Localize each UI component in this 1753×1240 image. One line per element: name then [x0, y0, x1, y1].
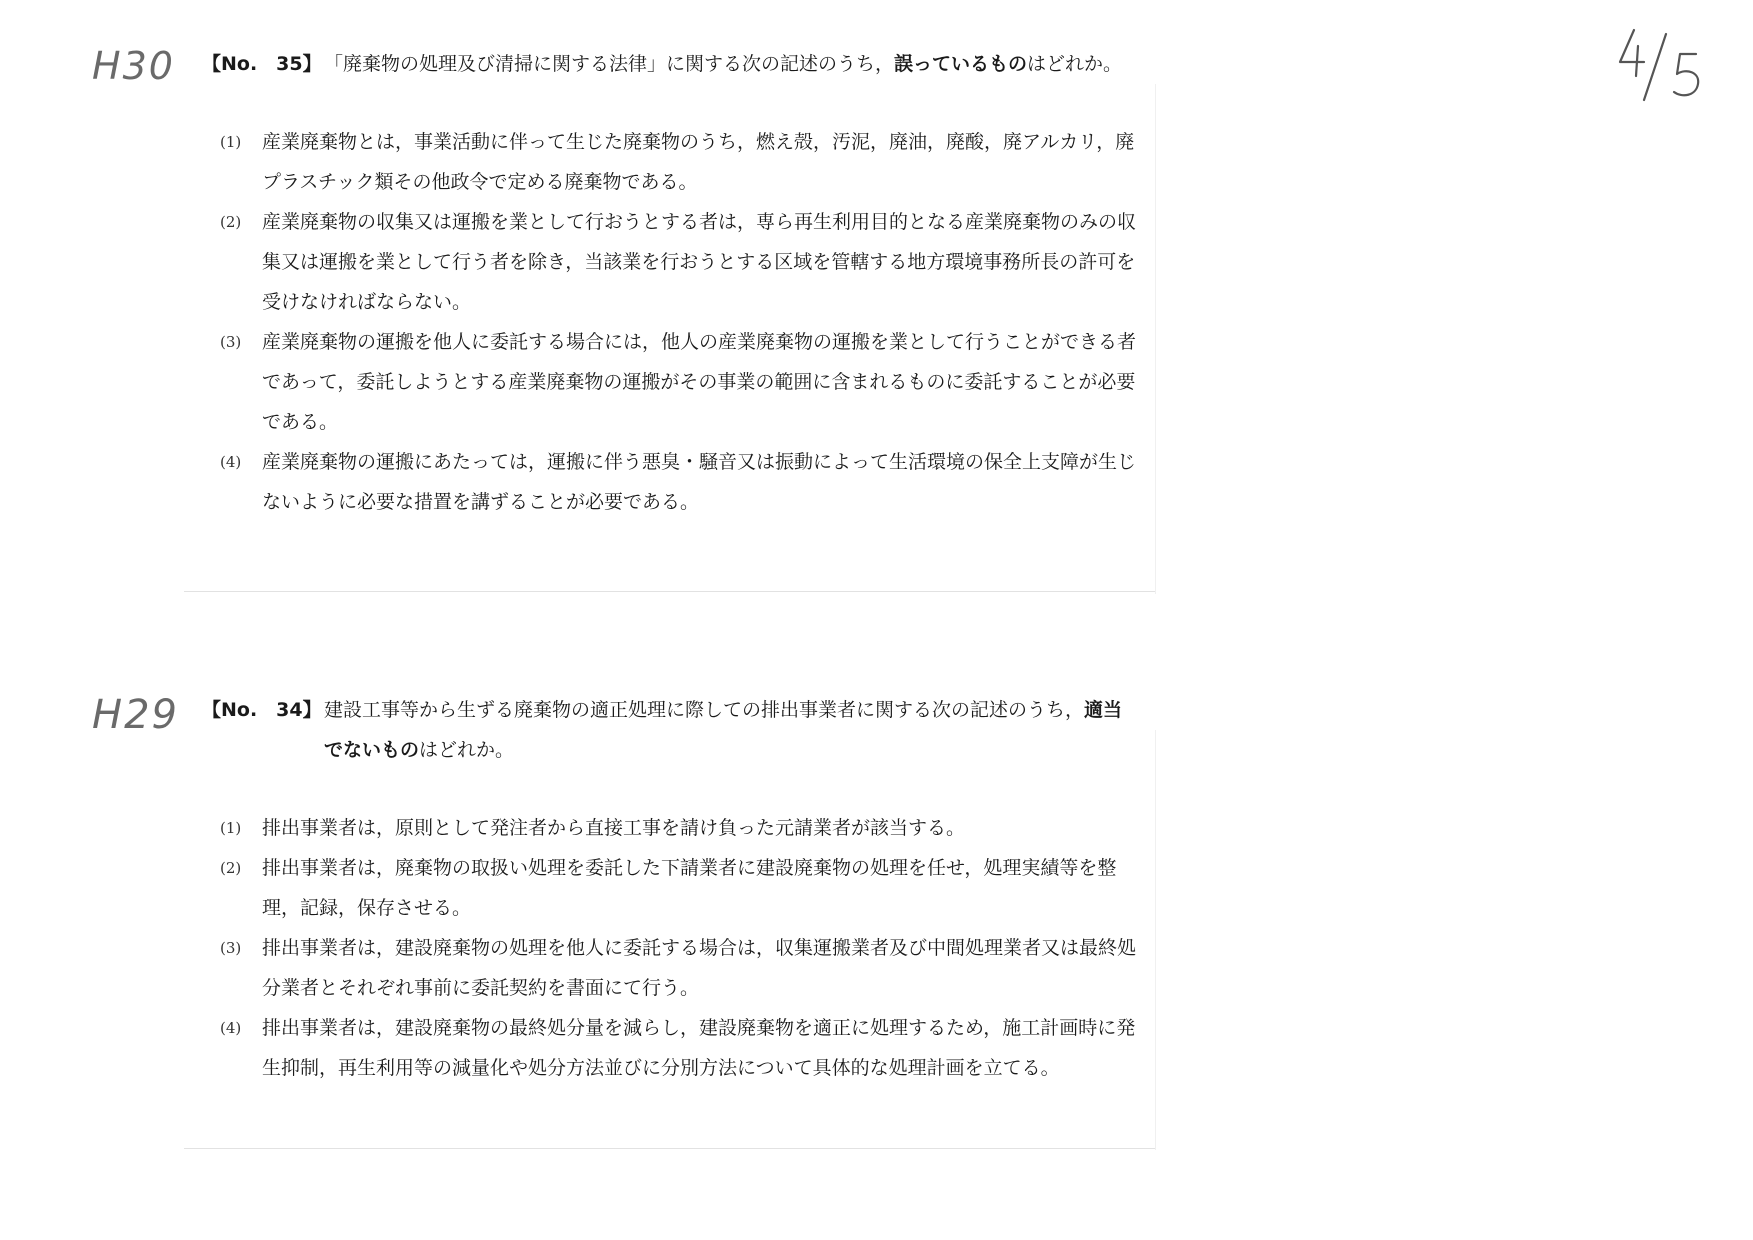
option-text: 産業廃棄物の運搬を他人に委託する場合には，他人の産業廃棄物の運搬を業として行うことができる者であって，委託しようとする産業廃棄物の運搬がその事業の範囲に含まれるものに委託することが必要である。 — [262, 331, 1137, 433]
clipping-bottom-edge — [184, 591, 1156, 592]
answer-option — [186, 928, 1156, 1008]
question-text-tail: はどれか。 — [419, 739, 515, 761]
question-header — [186, 44, 1156, 84]
option-number: (4) — [220, 1019, 242, 1037]
question-number: 【No. 34】 — [202, 699, 322, 721]
question-number: 【No. 35】 — [202, 53, 322, 75]
option-text: 排出事業者は，原則として発注者から直接工事を請け負った元請業者が該当する。 — [262, 817, 966, 839]
answer-option — [186, 122, 1156, 202]
question-text-lead: 建設工事等から生ずる廃棄物の適正処理に際しての排出事業者に関する次の記述のうち， — [324, 699, 1085, 721]
answer-option — [186, 202, 1156, 322]
answer-option — [186, 848, 1156, 928]
answer-option — [186, 1008, 1156, 1088]
answer-option — [186, 322, 1156, 442]
question-block-35 — [186, 44, 1156, 594]
answer-option — [186, 808, 1156, 848]
clipping-right-edge — [1155, 84, 1156, 594]
option-number: (1) — [220, 819, 242, 837]
question-emphasis: 適当でないもの — [324, 699, 1123, 761]
answer-options — [186, 122, 1156, 522]
clipping-right-edge — [1155, 730, 1156, 1150]
answer-option — [186, 442, 1156, 522]
option-text: 排出事業者は，建設廃棄物の最終処分量を減らし，建設廃棄物を適正に処理するため，施工計画時に発生抑制，再生利用等の減量化や処分方法並びに分別方法について具体的な処理計画を立てる。 — [262, 1017, 1136, 1079]
handwritten-page-mark — [1608, 24, 1728, 114]
option-number: (1) — [220, 133, 242, 151]
question-text — [324, 44, 1139, 84]
question-text — [324, 690, 1139, 770]
handwritten-year-h29: H29 — [92, 692, 179, 738]
option-text: 産業廃棄物の運搬にあたっては，運搬に伴う悪臭・騒音又は振動によって生活環境の保全上支障が生じないように必要な措置を講ずることが必要である。 — [262, 451, 1137, 513]
option-number: (3) — [220, 939, 242, 957]
question-text-lead: 「廃棄物の処理及び清掃に関する法律」に関する次の記述のうち， — [324, 53, 895, 75]
question-text-tail: はどれか。 — [1027, 53, 1123, 75]
option-number: (3) — [220, 333, 242, 351]
option-number: (4) — [220, 453, 242, 471]
question-header — [186, 690, 1156, 770]
question-emphasis: 誤っているもの — [894, 53, 1028, 75]
handwritten-year-h30: H30 — [92, 44, 175, 88]
clipping-bottom-edge — [184, 1148, 1156, 1149]
option-text: 排出事業者は，建設廃棄物の処理を他人に委託する場合は，収集運搬業者及び中間処理業者又は最終処分業者とそれぞれ事前に委託契約を書面にて行う。 — [262, 937, 1137, 999]
question-block-34 — [186, 690, 1156, 1150]
option-text: 排出事業者は，廃棄物の取扱い処理を委託した下請業者に建設廃棄物の処理を任せ，処理実績等を整理，記録，保存させる。 — [262, 857, 1117, 919]
option-text: 産業廃棄物の収集又は運搬を業として行おうとする者は，専ら再生利用目的となる産業廃棄物のみの収集又は運搬を業として行う者を除き，当該業を行おうとする区域を管轄する地方環境事務所長の許可を受けなければならない。 — [262, 211, 1137, 313]
option-number: (2) — [220, 859, 242, 877]
option-number: (2) — [220, 213, 242, 231]
answer-options — [186, 808, 1156, 1088]
option-text: 産業廃棄物とは，事業活動に伴って生じた廃棄物のうち，燃え殻，汚泥，廃油，廃酸，廃アルカリ，廃プラスチック類その他政令で定める廃棄物である。 — [262, 131, 1135, 193]
